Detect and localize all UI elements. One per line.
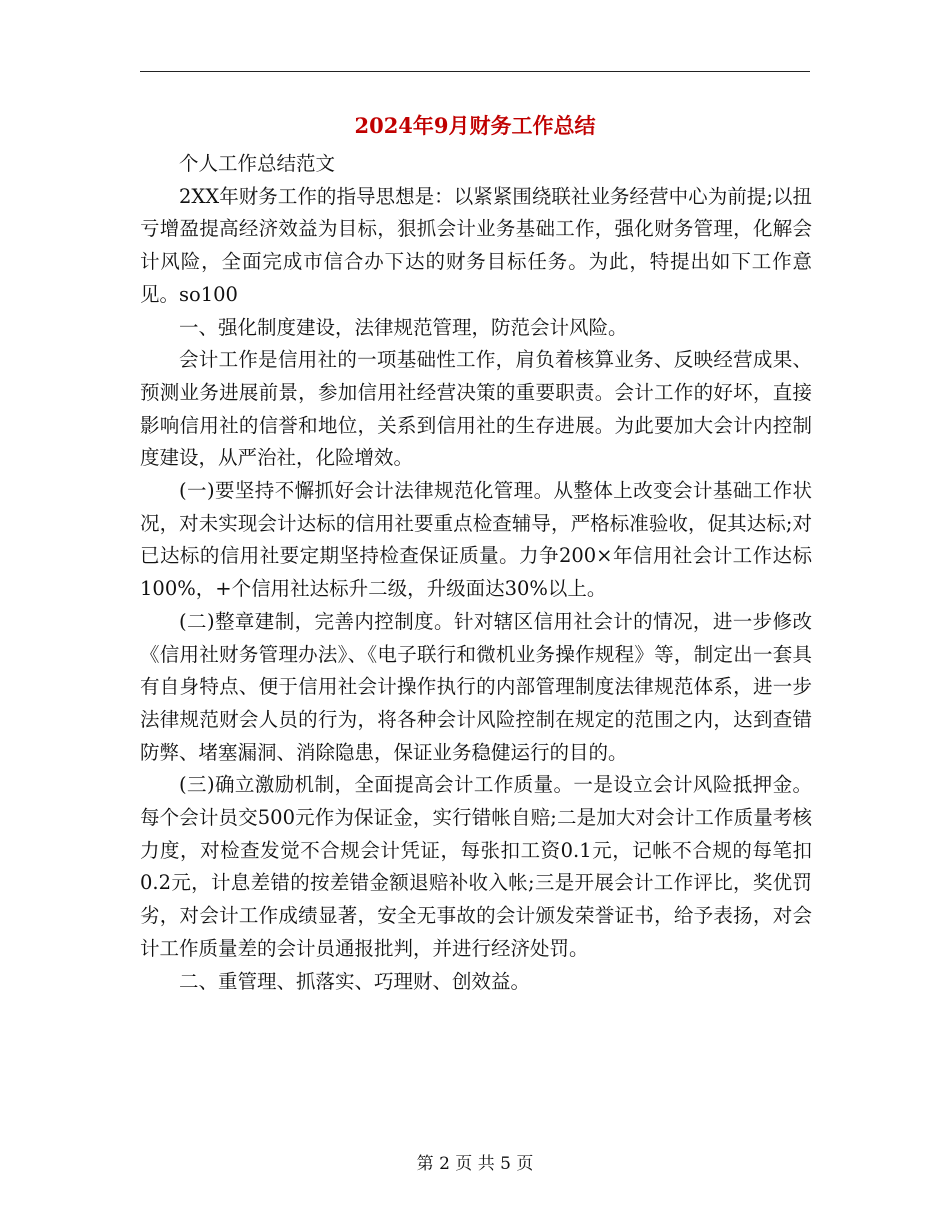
paragraph-item-2: (二)整章建制，完善内控制度。针对辖区信用社会计的情况，进一步修改《信用社财务管理办法》、《电子联行和微机业务操作规程》等，制定出一套具有自身特点、便于信用社会计操作执行的内部管理制度法律规范体系，进一步法律规范财会人员的行为，将各种会计风险控制在规定的范围之内，达到查错防弊、堵塞漏洞、消除隐患，保证业务稳健运行的目的。 xyxy=(140,609,812,764)
section-heading-2: 二、重管理、抓落实、巧理财、创效益。 xyxy=(179,969,531,993)
paragraph-item-1: (一)要坚持不懈抓好会计法律规范化管理。从整体上改变会计基础工作状况，对未实现会计达标的信用社要重点检查辅导，严格标准验收，促其达标;对已达标的信用社要定期坚持检查保证质量。力争200×年信用社会计工作达标100%，+个信用社达标升二级，升级面达30%以上。 xyxy=(140,479,812,601)
paragraph-item-3: (三)确立激励机制，全面提高会计工作质量。一是设立会计风险抵押金。每个会计员交500元作为保证金，实行错帐自赔;二是加大对会计工作质量考核力度，对检查发觉不合规会计凭证，每张扣工资0.1元，记帐不合规的每笔扣0.2元，计息差错的按差错金额退赔补收入帐;三是开展会计工作评比，奖优罚劣，对会计工作成绩显著，安全无事故的会计颁发荣誉证书，给予表扬，对会计工作质量差的会计员通报批判，并进行经济处罚。 xyxy=(140,773,812,960)
paragraph-accounting-role: 会计工作是信用社的一项基础性工作，肩负着核算业务、反映经营成果、预测业务进展前景，参加信用社经营决策的重要职责。会计工作的好坏，直接影响信用社的信誉和地位，关系到信用社的生存进展。为此要加大会计内控制度建设，从严治社，化险增效。 xyxy=(140,348,812,470)
document-body xyxy=(140,148,812,998)
paragraph-guiding-idea: 2XX年财务工作的指导思想是：以紧紧围绕联社业务经营中心为前提;以扭亏增盈提高经济效益为目标，狠抓会计业务基础工作，强化财务管理，化解会计风险，全面完成市信合办下达的财务目标任务。为此，特提出如下工作意见。so100 xyxy=(140,184,812,306)
page-footer: 第 2 页 共 5 页 xyxy=(416,1154,534,1174)
paragraph-subtitle: 个人工作总结范文 xyxy=(179,152,336,175)
section-heading-1: 一、强化制度建设，法律规范管理，防范会计风险。 xyxy=(179,315,628,339)
document-title: 2024年9月财务工作总结 xyxy=(354,113,596,138)
header-rule xyxy=(140,71,810,72)
